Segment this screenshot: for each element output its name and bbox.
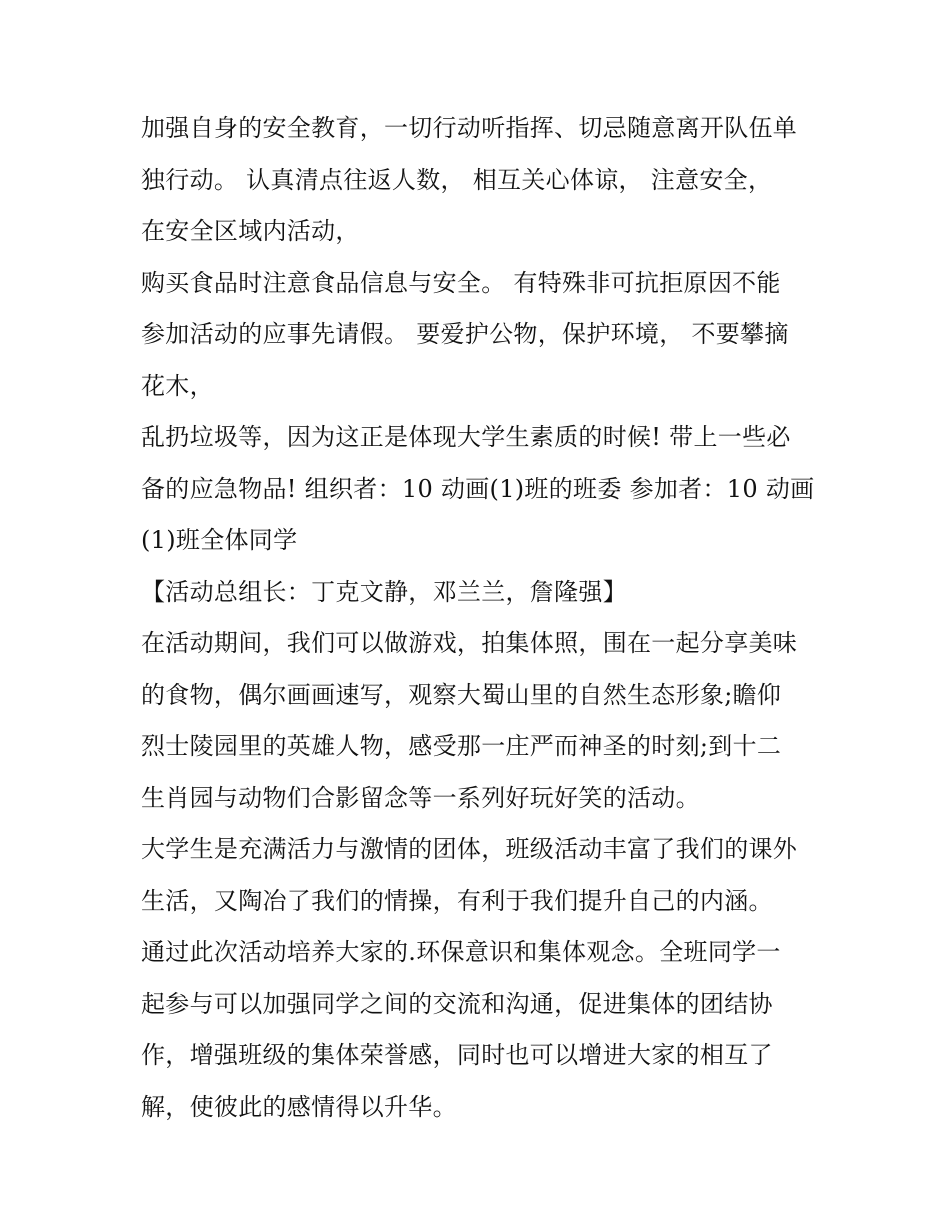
document-body (141, 103, 841, 1133)
text-line: 起参与可以加强同学之间的交流和沟通，促进集体的团结协 (141, 989, 773, 1018)
text-line: 通过此次活动培养大家的.环保意识和集体观念。全班同学一 (141, 938, 781, 966)
text-line: 独行动。 认真清点往返人数， 相互关心体谅， 注意安全， (141, 165, 773, 194)
text-line: 参加活动的应事先请假。 要爱护公物，保护环境， 不要攀摘 (141, 320, 789, 348)
text-line: (1)班全体同学 (141, 526, 298, 554)
text-line: 在安全区域内活动， (141, 217, 360, 245)
text-line: 生活，又陶冶了我们的情操，有利于我们提升自己的内涵。 (141, 886, 773, 915)
text-line: 作，增强班级的集体荣誉感，同时也可以增进大家的相互了 (141, 1041, 773, 1069)
text-line: 的食物，偶尔画画速写，观察大蜀山里的自然生态形象;瞻仰 (141, 680, 782, 709)
text-line: 在活动期间，我们可以做游戏，拍集体照，围在一起分享美味 (141, 629, 798, 657)
text-line: 备的应急物品! 组织者：10 动画(1)班的班委 参加者：10 动画 (141, 474, 815, 503)
text-line: 花木， (141, 371, 214, 400)
text-line: 大学生是充满活力与激情的团体，班级活动丰富了我们的课外 (141, 835, 798, 863)
text-line: 烈士陵园里的英雄人物，感受那一庄严而神圣的时刻;到十二 (141, 732, 782, 760)
text-line: 购买食品时注意食品信息与安全。 有特殊非可抗拒原因不能 (141, 268, 781, 297)
text-line: 【活动总组长：丁克文静，邓兰兰，詹隆强】 (141, 577, 627, 606)
text-line: 生肖园与动物们合影留念等一系列好玩好笑的活动。 (141, 783, 700, 812)
text-line: 解，使彼此的感情得以升华。 (141, 1092, 457, 1121)
text-line: 加强自身的安全教育，一切行动听指挥、切忌随意离开队伍单 (141, 114, 798, 142)
text-line: 乱扔垃圾等，因为这正是体现大学生素质的时候! 带上一些必 (141, 423, 791, 451)
